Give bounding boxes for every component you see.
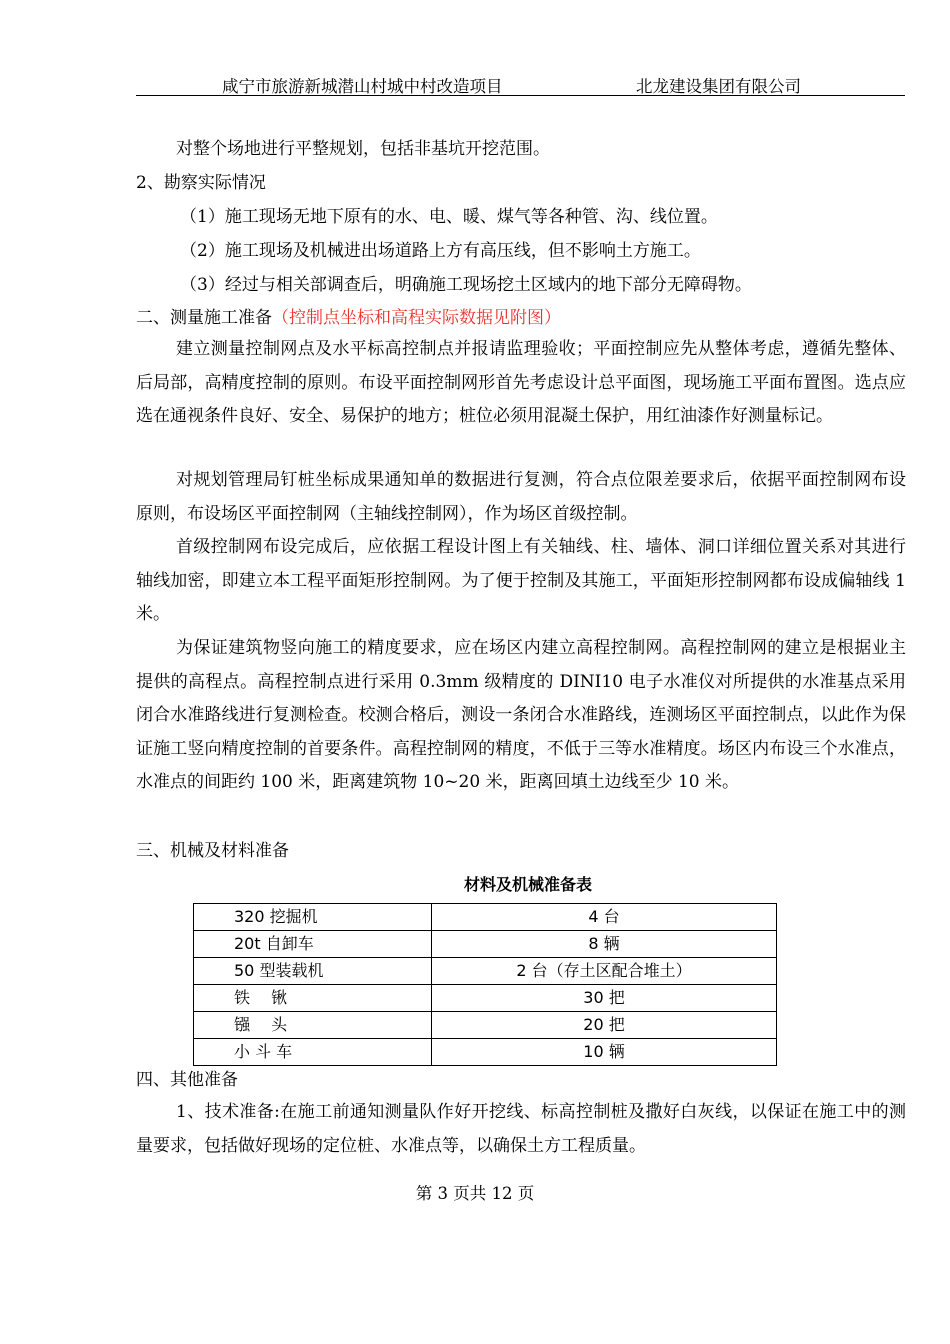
header-project-title: 咸宁市旅游新城潜山村城中村改造项目 xyxy=(222,77,503,96)
table-cell-qty: 8 辆 xyxy=(432,931,777,958)
header-company-name: 北龙建设集团有限公司 xyxy=(636,77,801,96)
measure-paragraph-3: 首级控制网布设完成后，应依据工程设计图上有关轴线、柱、墙体、洞口详细位置关系对其进行轴线加密，即建立本工程平面矩形控制网。为了便于控制及其施工，平面矩形控制网都布设成偏轴线 1 米。 xyxy=(136,537,906,624)
table-row xyxy=(194,904,777,931)
table-cell-name: 320 挖掘机 xyxy=(194,904,432,931)
table-cell-qty: 30 把 xyxy=(432,985,777,1012)
table-row xyxy=(194,1039,777,1066)
measure-paragraph-4: 为保证建筑物竖向施工的精度要求，应在场区内建立高程控制网。高程控制网的建立是根据业主提供的高程点。高程控制点进行采用 0.3mm 级精度的 DINI10 电子水准仪对所提供的水准基点采用闭合水准路线进行复测检查。校测合格后，测设一条闭合水准路线，连测场区平面控制点，以此作为保证施工竖向精度控制的首要条件。高程控制网的精度，不低于三等水准精度。场区内布设三个水准点，水准点的间距约 100 米，距离建筑物 10~20 米，距离回填土边线至少 10 米。 xyxy=(136,638,906,792)
table-row xyxy=(194,1012,777,1039)
table-row xyxy=(194,958,777,985)
machine-heading: 三、机械及材料准备 xyxy=(136,841,289,861)
survey-item-1: （1）施工现场无地下原有的水、电、暖、煤气等各种管、沟、线位置。 xyxy=(180,207,718,227)
measure-heading-text: 二、测量施工准备 xyxy=(136,308,272,328)
survey-item-3: （3）经过与相关部调查后，明确施工现场挖土区域内的地下部分无障碍物。 xyxy=(180,275,752,295)
other-heading: 四、其他准备 xyxy=(136,1070,238,1090)
page-header xyxy=(136,73,905,96)
table-cell-qty: 10 辆 xyxy=(432,1039,777,1066)
materials-table xyxy=(193,903,777,1066)
table-cell-qty: 4 台 xyxy=(432,904,777,931)
table-cell-name: 铁 锹 xyxy=(194,985,432,1012)
page-number: 第 3 页共 12 页 xyxy=(415,1184,535,1203)
measure-paragraph-2: 对规划管理局钉桩坐标成果通知单的数据进行复测，符合点位限差要求后，依据平面控制网布设原则，布设场区平面控制网（主轴线控制网），作为场区首级控制。 xyxy=(136,470,906,524)
table-row xyxy=(194,931,777,958)
survey-item-2: （2）施工现场及机械进出场道路上方有高压线，但不影响土方施工。 xyxy=(180,241,701,261)
table-cell-qty: 2 台（存土区配合堆土） xyxy=(432,958,777,985)
measure-heading xyxy=(136,306,561,330)
measure-paragraph-1: 建立测量控制网点及水平标高控制点并报请监理验收；平面控制应先从整体考虑，遵循先整体、后局部，高精度控制的原则。布设平面控制网形首先考虑设计总平面图，现场施工平面布置图。选点应选在通视条件良好、安全、易保护的地方；桩位必须用混凝土保护，用红油漆作好测量标记。 xyxy=(136,339,906,426)
tech-paragraph: 1、技术准备:在施工前通知测量队作好开挖线、标高控制桩及撒好白灰线，以保证在施工中的测量要求，包括做好现场的定位桩、水准点等，以确保土方工程质量。 xyxy=(136,1102,906,1156)
survey-heading: 2、勘察实际情况 xyxy=(136,173,266,193)
table-cell-qty: 20 把 xyxy=(432,1012,777,1039)
table-row xyxy=(194,985,777,1012)
table-cell-name: 小 斗 车 xyxy=(194,1039,432,1066)
table-cell-name: 镪 头 xyxy=(194,1012,432,1039)
table-cell-name: 50 型装载机 xyxy=(194,958,432,985)
table-caption: 材料及机械准备表 xyxy=(464,875,593,894)
intro-paragraph: 对整个场地进行平整规划，包括非基坑开挖范围。 xyxy=(176,139,550,159)
measure-heading-note: （控制点坐标和高程实际数据见附图） xyxy=(272,308,561,328)
table-cell-name: 20t 自卸车 xyxy=(194,931,432,958)
